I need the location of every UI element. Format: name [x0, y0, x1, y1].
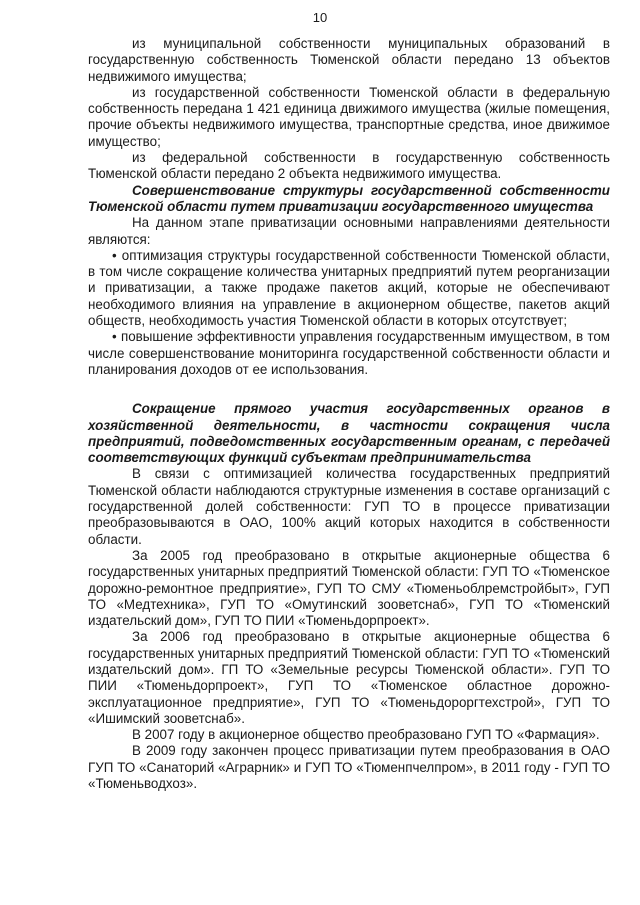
- bullet-item-optimization: • оптимизация структуры государственной собственности Тюменской области, в том числе сокращение количества унитарных предприятий путем реорганизации и приватизации, а также продаже пакетов акций, которые не обеспечивают необходимого влияния на управление в акционерном обществе, пакетов акций обществ, необходимость участия Тюменской области в которых отсутствует;: [88, 247, 610, 329]
- page-content: [88, 36, 610, 792]
- paragraph-intro-3: из федеральной собственности в государственную собственность Тюменской области передано 2 объекта недвижимого имущества.: [88, 150, 610, 182]
- section-2-paragraph-2005: За 2005 год преобразовано в открытые акционерные общества 6 государственных унитарных предприятий Тюменской области: ГУП ТО «Тюменское дорожно-ремонтное предприятие», ГУП ТО СМУ «Тюменьоблремстройбыт», ГУП ТО «Медтехника», ГУП ТО «Омутинский зооветснаб», ГУП ТО «Тюменский издательский дом», ГУП ТО ПИИ «Тюменьдорпроект».: [88, 547, 610, 629]
- bullet-item-efficiency: • повышение эффективности управления государственным имуществом, в том числе совершенствование мониторинга государственной собственности области и планирования доходов от ее использования.: [88, 329, 610, 377]
- section-heading-reduction: Сокращение прямого участия государственных органов в хозяйственной деятельности, в частности сокращения числа предприятий, подведомственных государственным органам, с передачей соответствующих функций субъектам предпринимательства: [88, 401, 610, 466]
- page-number: 10: [312, 10, 328, 25]
- section-spacer: [88, 378, 610, 401]
- section-2-paragraph-2006: За 2006 год преобразовано в открытые акционерные общества 6 государственных унитарных предприятий Тюменской области: ГУП ТО «Тюменский издательский дом». ГП ТО «Земельные ресурсы Тюменской области». ГУП ТО ПИИ «Тюменьдорпроект», ГУП ТО «Тюменское областное дорожно-эксплуатационное предприятие», ГУП ТО «Тюменьдороргтехстрой», ГУП ТО «Ишимский зооветснаб».: [88, 629, 610, 726]
- section-1-intro: На данном этапе приватизации основными направлениями деятельности являются:: [88, 215, 610, 247]
- paragraph-intro-2: из государственной собственности Тюменской области в федеральную собственность передана 1 421 единица движимого имущества (жилые помещения, прочие объекты недвижимого имущества, транспортные средства, иное движимое имущество;: [88, 84, 610, 149]
- paragraph-intro-1: из муниципальной собственности муниципальных образований в государственную собственность Тюменской области передано 13 объектов недвижимого имущества;: [88, 36, 610, 84]
- section-heading-privatization: Совершенствование структуры государственной собственности Тюменской области путем приватизации государственного имущества: [88, 182, 610, 214]
- section-2-paragraph-2009: В 2009 году закончен процесс приватизации путем преобразования в ОАО ГУП ТО «Санаторий «Аграрник» и ГУП ТО «Тюменпчелпром», в 2011 году - ГУП ТО «Тюменьводхоз».: [88, 743, 610, 792]
- section-2-paragraph-1: В связи с оптимизацией количества государственных предприятий Тюменской области наблюдаются структурные изменения в составе организаций с государственной долей собственности: ГУП ТО в процессе приватизации преобразовываются в ОАО, 100% акций которых находится в собственности области.: [88, 466, 610, 547]
- section-2-paragraph-2007: В 2007 году в акционерное общество преобразовано ГУП ТО «Фармация».: [132, 727, 600, 743]
